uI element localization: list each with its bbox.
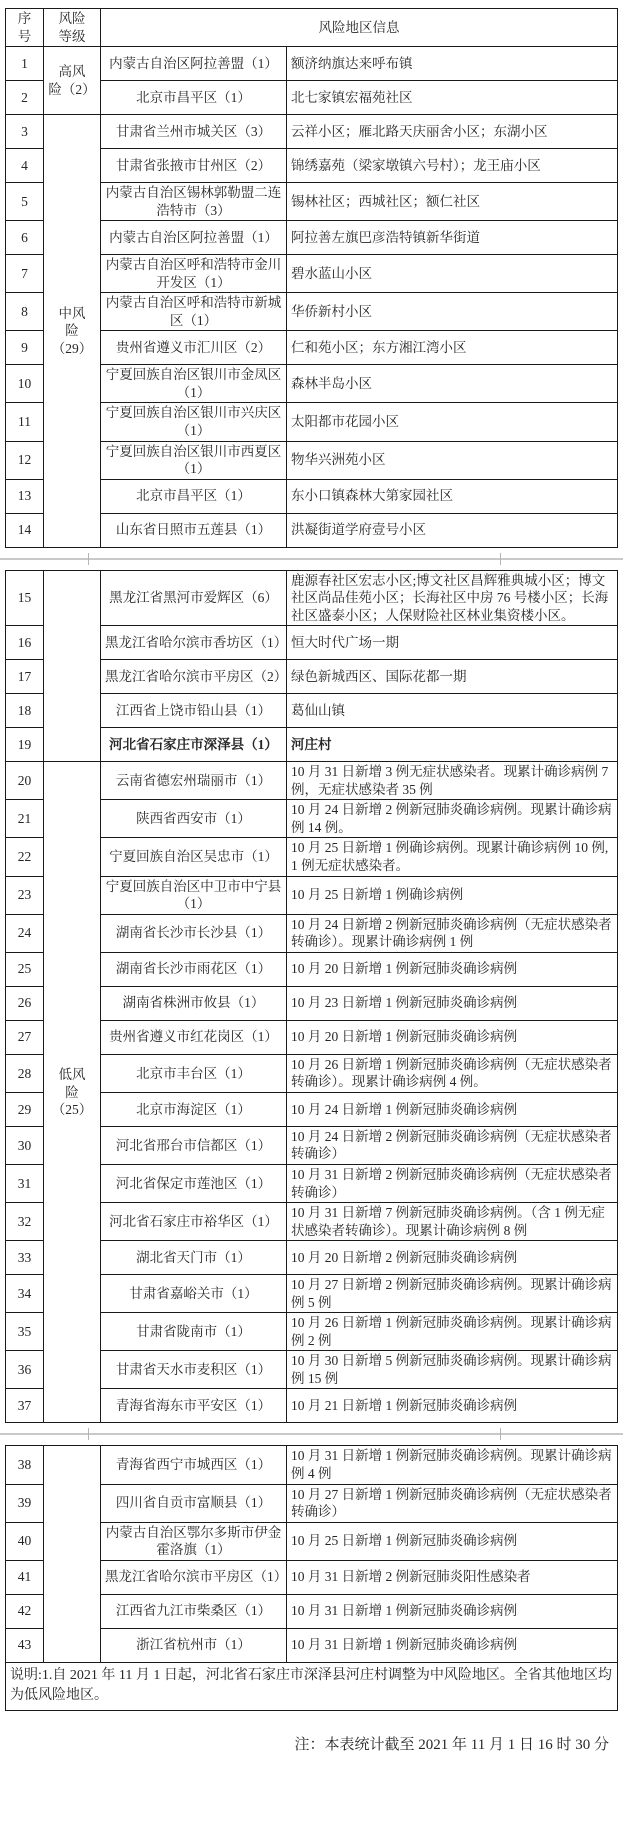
- risk-table-segment-1: [5, 8, 618, 548]
- region-cell: 陕西省西安市（1）: [101, 800, 287, 838]
- region-cell: 甘肃省陇南市（1）: [101, 1313, 287, 1351]
- info-cell: 鹿源春社区宏志小区;博文社区昌辉雅典城小区；博文社区尚品佳苑小区；长海社区中房 76 号楼小区；长海社区盛泰小区；人保财险社区林业集资楼小区。: [287, 570, 618, 626]
- page-break-tick: [88, 1428, 89, 1440]
- row-number-cell: 17: [6, 660, 44, 694]
- info-cell: 10 月 24 日新增 1 例新冠肺炎确诊病例: [287, 1092, 618, 1126]
- row-number-cell: 14: [6, 513, 44, 547]
- region-cell: 湖北省天门市（1）: [101, 1241, 287, 1275]
- region-cell: 黑龙江省哈尔滨市平房区（1）: [101, 1560, 287, 1594]
- region-cell: 内蒙古自治区锡林郭勒盟二连浩特市（3）: [101, 183, 287, 221]
- row-number-cell: 38: [6, 1446, 44, 1484]
- row-number-cell: 24: [6, 914, 44, 952]
- header-serial-number: 序 号: [6, 9, 44, 47]
- table-row-20: [6, 762, 618, 800]
- row-number-cell: 28: [6, 1054, 44, 1092]
- row-number-cell: 30: [6, 1126, 44, 1164]
- info-cell: 华侨新村小区: [287, 293, 618, 331]
- info-cell: 10 月 25 日新增 1 例确诊病例。现累计确诊病例 10 例,1 例无症状感染者。: [287, 838, 618, 876]
- row-number-cell: 1: [6, 47, 44, 81]
- info-cell: 河庄村: [287, 728, 618, 762]
- info-cell: 阿拉善左旗巴彦浩特镇新华街道: [287, 221, 618, 255]
- row-number-cell: 10: [6, 365, 44, 403]
- region-cell: 河北省石家庄市深泽县（1）: [101, 728, 287, 762]
- info-cell: 10 月 30 日新增 5 例新冠肺炎确诊病例。现累计确诊病例 15 例: [287, 1351, 618, 1389]
- info-cell: 绿色新城西区、国际花都一期: [287, 660, 618, 694]
- row-number-cell: 43: [6, 1628, 44, 1662]
- info-cell: 恒大时代广场一期: [287, 626, 618, 660]
- info-cell: 洪凝街道学府壹号小区: [287, 513, 618, 547]
- region-cell: 青海省西宁市城西区（1）: [101, 1446, 287, 1484]
- region-cell: 贵州省遵义市汇川区（2）: [101, 331, 287, 365]
- page-break-line: [0, 1433, 623, 1435]
- region-cell: 宁夏回族自治区银川市金凤区（1）: [101, 365, 287, 403]
- risk-table-segment-2: [5, 570, 618, 1424]
- region-cell: 北京市海淀区（1）: [101, 1092, 287, 1126]
- row-number-cell: 31: [6, 1164, 44, 1202]
- row-number-cell: 18: [6, 694, 44, 728]
- row-number-cell: 37: [6, 1389, 44, 1423]
- info-cell: 物华兴洲苑小区: [287, 441, 618, 479]
- statistics-cutoff-note: 注：本表统计截至 2021 年 11 月 1 日 16 时 30 分: [294, 1736, 609, 1753]
- header-risk-level: 风险 等级: [44, 9, 101, 47]
- row-number-cell: 34: [6, 1275, 44, 1313]
- risk-level-cell: 中风 险 （29）: [44, 115, 101, 548]
- row-number-cell: 39: [6, 1484, 44, 1522]
- row-number-cell: 19: [6, 728, 44, 762]
- row-number-cell: 9: [6, 331, 44, 365]
- table-row-1: [6, 47, 618, 81]
- info-cell: 葛仙山镇: [287, 694, 618, 728]
- region-cell: 甘肃省张掖市甘州区（2）: [101, 149, 287, 183]
- row-number-cell: 40: [6, 1522, 44, 1560]
- info-cell: 10 月 31 日新增 3 例无症状感染者。现累计确诊病例 7 例，无症状感染者 35 例: [287, 762, 618, 800]
- region-cell: 青海省海东市平安区（1）: [101, 1389, 287, 1423]
- region-cell: 宁夏回族自治区银川市兴庆区（1）: [101, 403, 287, 441]
- region-cell: 内蒙古自治区阿拉善盟（1）: [101, 221, 287, 255]
- row-number-cell: 12: [6, 441, 44, 479]
- info-cell: 10 月 24 日新增 2 例新冠肺炎确诊病例（无症状感染者转确诊）: [287, 1126, 618, 1164]
- explain-cell: 说明:1.自 2021 年 11 月 1 日起，河北省石家庄市深泽县河庄村调整为中风险地区。全省其他地区均为低风险地区。: [6, 1662, 618, 1710]
- row-number-cell: 23: [6, 876, 44, 914]
- region-cell: 云南省德宏州瑞丽市（1）: [101, 762, 287, 800]
- row-number-cell: 8: [6, 293, 44, 331]
- info-cell: 锦绣嘉苑（梁家墩镇六号村）；龙王庙小区: [287, 149, 618, 183]
- info-cell: 10 月 31 日新增 7 例新冠肺炎确诊病例。（含 1 例无症状感染者转确诊）。现累计确诊病例 8 例: [287, 1203, 618, 1241]
- row-number-cell: 42: [6, 1594, 44, 1628]
- risk-level-cell: [44, 1446, 101, 1662]
- region-cell: 贵州省遵义市红花岗区（1）: [101, 1020, 287, 1054]
- row-number-cell: 29: [6, 1092, 44, 1126]
- row-number-cell: 26: [6, 986, 44, 1020]
- row-number-cell: 36: [6, 1351, 44, 1389]
- region-cell: 江西省九江市柴桑区（1）: [101, 1594, 287, 1628]
- row-number-cell: 15: [6, 570, 44, 626]
- region-cell: 黑龙江省哈尔滨市平房区（2）: [101, 660, 287, 694]
- row-number-cell: 2: [6, 81, 44, 115]
- region-cell: 山东省日照市五莲县（1）: [101, 513, 287, 547]
- region-cell: 湖南省长沙市雨花区（1）: [101, 952, 287, 986]
- info-cell: 10 月 27 日新增 2 例新冠肺炎确诊病例。现累计确诊病例 5 例: [287, 1275, 618, 1313]
- region-cell: 河北省保定市莲池区（1）: [101, 1164, 287, 1202]
- region-cell: 河北省石家庄市裕华区（1）: [101, 1203, 287, 1241]
- table-header-row: [6, 9, 618, 47]
- info-cell: 10 月 26 日新增 1 例新冠肺炎确诊病例（无症状感染者转确诊）。现累计确诊病例 4 例。: [287, 1054, 618, 1092]
- row-number-cell: 33: [6, 1241, 44, 1275]
- region-cell: 江西省上饶市铅山县（1）: [101, 694, 287, 728]
- row-number-cell: 41: [6, 1560, 44, 1594]
- info-cell: 10 月 31 日新增 1 例新冠肺炎确诊病例。现累计确诊病例 4 例: [287, 1446, 618, 1484]
- table-row-38: [6, 1446, 618, 1484]
- page-break-line: [0, 558, 623, 560]
- info-cell: 10 月 31 日新增 1 例新冠肺炎确诊病例: [287, 1628, 618, 1662]
- region-cell: 四川省自贡市富顺县（1）: [101, 1484, 287, 1522]
- info-cell: 10 月 31 日新增 2 例新冠肺炎阳性感染者: [287, 1560, 618, 1594]
- info-cell: 10 月 20 日新增 2 例新冠肺炎确诊病例: [287, 1241, 618, 1275]
- info-cell: 锡林社区；西城社区；额仁社区: [287, 183, 618, 221]
- region-cell: 内蒙古自治区鄂尔多斯市伊金霍洛旗（1）: [101, 1522, 287, 1560]
- info-cell: 仁和苑小区；东方湘江湾小区: [287, 331, 618, 365]
- risk-table-segment-3: [5, 1445, 618, 1710]
- page-break-divider: [0, 548, 623, 570]
- row-number-cell: 20: [6, 762, 44, 800]
- info-cell: 碧水蓝山小区: [287, 255, 618, 293]
- info-cell: 10 月 25 日新增 1 例确诊病例: [287, 876, 618, 914]
- region-cell: 甘肃省兰州市城关区（3）: [101, 115, 287, 149]
- info-cell: 10 月 24 日新增 2 例新冠肺炎确诊病例（无症状感染者转确诊）。现累计确诊病例 1 例: [287, 914, 618, 952]
- region-cell: 北京市昌平区（1）: [101, 479, 287, 513]
- row-number-cell: 4: [6, 149, 44, 183]
- row-number-cell: 7: [6, 255, 44, 293]
- risk-level-cell: [44, 570, 101, 762]
- region-cell: 宁夏回族自治区银川市西夏区（1）: [101, 441, 287, 479]
- info-cell: 额济纳旗达来呼布镇: [287, 47, 618, 81]
- row-number-cell: 5: [6, 183, 44, 221]
- row-number-cell: 3: [6, 115, 44, 149]
- region-cell: 湖南省长沙市长沙县（1）: [101, 914, 287, 952]
- risk-level-cell: 高风 险（2）: [44, 47, 101, 115]
- info-cell: 10 月 23 日新增 1 例新冠肺炎确诊病例: [287, 986, 618, 1020]
- region-cell: 甘肃省天水市麦积区（1）: [101, 1351, 287, 1389]
- region-cell: 黑龙江省哈尔滨市香坊区（1）: [101, 626, 287, 660]
- info-cell: 10 月 31 日新增 1 例新冠肺炎确诊病例: [287, 1594, 618, 1628]
- table-row-15: [6, 570, 618, 626]
- region-cell: 湖南省株洲市攸县（1）: [101, 986, 287, 1020]
- info-cell: 北七家镇宏福苑社区: [287, 81, 618, 115]
- info-cell: 10 月 25 日新增 1 例新冠肺炎确诊病例: [287, 1522, 618, 1560]
- row-number-cell: 6: [6, 221, 44, 255]
- region-cell: 内蒙古自治区呼和浩特市金川开发区（1）: [101, 255, 287, 293]
- region-cell: 浙江省杭州市（1）: [101, 1628, 287, 1662]
- page-break-divider: [0, 1423, 623, 1445]
- info-cell: 森林半岛小区: [287, 365, 618, 403]
- row-number-cell: 13: [6, 479, 44, 513]
- info-cell: 东小口镇森林大第家园社区: [287, 479, 618, 513]
- risk-level-cell: 低风 险 （25）: [44, 762, 101, 1423]
- region-cell: 宁夏回族自治区吴忠市（1）: [101, 838, 287, 876]
- page-break-tick: [500, 553, 501, 565]
- row-number-cell: 25: [6, 952, 44, 986]
- region-cell: 甘肃省嘉峪关市（1）: [101, 1275, 287, 1313]
- region-cell: 河北省邢台市信都区（1）: [101, 1126, 287, 1164]
- info-cell: 10 月 21 日新增 1 例新冠肺炎确诊病例: [287, 1389, 618, 1423]
- row-number-cell: 32: [6, 1203, 44, 1241]
- region-cell: 北京市丰台区（1）: [101, 1054, 287, 1092]
- info-cell: 10 月 27 日新增 1 例新冠肺炎确诊病例（无症状感染者转确诊）: [287, 1484, 618, 1522]
- info-cell: 10 月 20 日新增 1 例新冠肺炎确诊病例: [287, 952, 618, 986]
- row-number-cell: 22: [6, 838, 44, 876]
- row-number-cell: 35: [6, 1313, 44, 1351]
- region-cell: 内蒙古自治区阿拉善盟（1）: [101, 47, 287, 81]
- info-cell: 云祥小区；雁北路天庆丽舍小区；东湖小区: [287, 115, 618, 149]
- region-cell: 黑龙江省黑河市爱辉区（6）: [101, 570, 287, 626]
- page-break-tick: [500, 1428, 501, 1440]
- page-break-tick: [88, 553, 89, 565]
- row-number-cell: 27: [6, 1020, 44, 1054]
- info-cell: 10 月 26 日新增 1 例新冠肺炎确诊病例。现累计确诊病例 2 例: [287, 1313, 618, 1351]
- info-cell: 10 月 24 日新增 2 例新冠肺炎确诊病例。现累计确诊病例 14 例。: [287, 800, 618, 838]
- risk-table-segments: [0, 8, 623, 1711]
- row-number-cell: 11: [6, 403, 44, 441]
- info-cell: 10 月 20 日新增 1 例新冠肺炎确诊病例: [287, 1020, 618, 1054]
- table-row-3: [6, 115, 618, 149]
- header-risk-area-info: 风险地区信息: [101, 9, 618, 47]
- region-cell: 北京市昌平区（1）: [101, 81, 287, 115]
- info-cell: 10 月 31 日新增 2 例新冠肺炎确诊病例（无症状感染者转确诊）: [287, 1164, 618, 1202]
- row-number-cell: 21: [6, 800, 44, 838]
- region-cell: 宁夏回族自治区中卫市中宁县（1）: [101, 876, 287, 914]
- row-number-cell: 16: [6, 626, 44, 660]
- info-cell: 太阳都市花园小区: [287, 403, 618, 441]
- table-explain-row: [6, 1662, 618, 1710]
- region-cell: 内蒙古自治区呼和浩特市新城区（1）: [101, 293, 287, 331]
